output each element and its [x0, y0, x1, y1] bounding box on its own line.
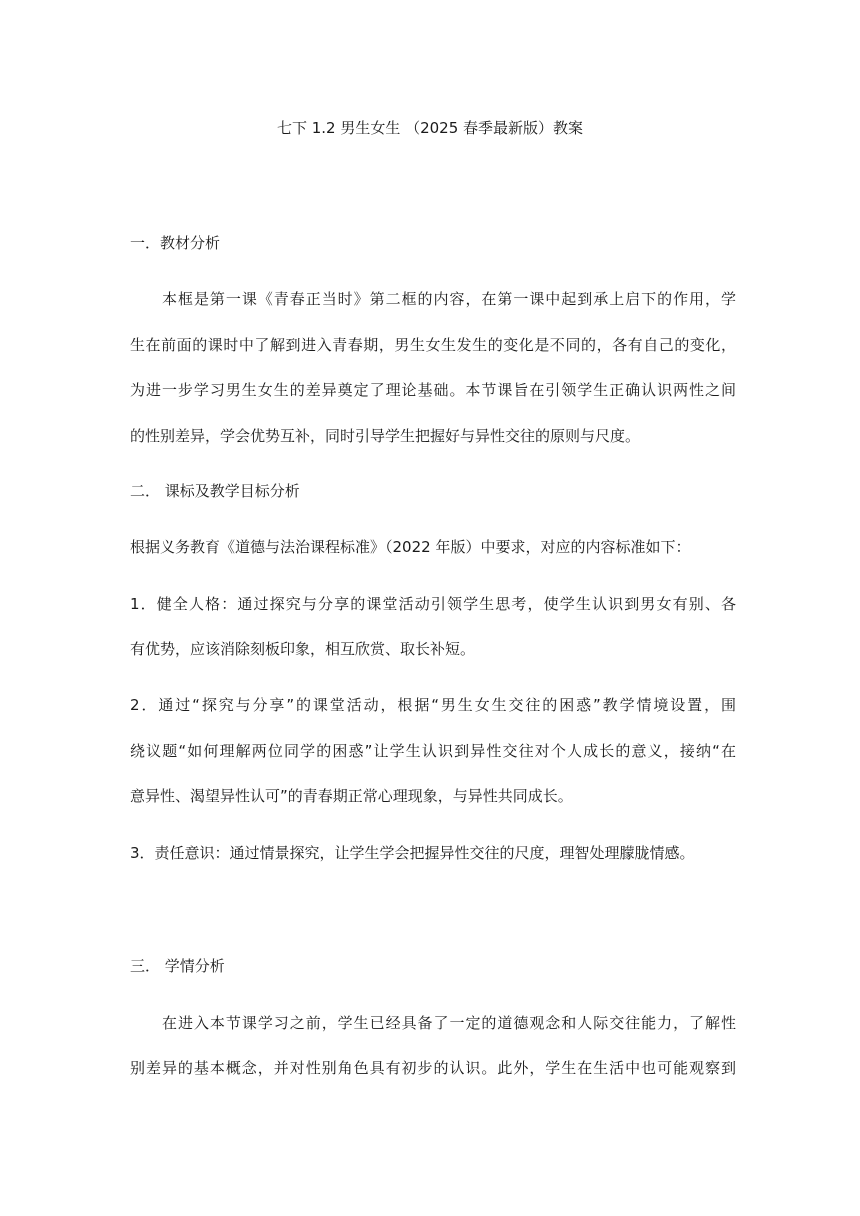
list-item-line: 意异性、渴望异性认可”的青春期正常心理现象，与异性共同成长。	[130, 787, 573, 805]
list-item-line: 1．健全人格：通过探究与分享的课堂活动引领学生思考，使学生认识到男女有别、各	[130, 595, 736, 613]
paragraph-line: 别差异的基本概念，并对性别角色具有初步的认识。此外，学生在生活中也可能观察到	[130, 1059, 736, 1077]
list-item-line: 2．通过“探究与分享”的课堂活动，根据“男生女生交往的困惑”教学情境设置，围	[130, 696, 736, 714]
paragraph-line: 为进一步学习男生女生的差异奠定了理论基础。本节课旨在引领学生正确认识两性之间	[130, 381, 736, 399]
paragraph-line: 的性别差异，学会优势互补，同时引导学生把握好与异性交往的原则与尺度。	[130, 427, 641, 445]
paragraph-line: 根据义务教育《道德与法治课程标准》（2022 年版）中要求，对应的内容标准如下：	[130, 538, 691, 556]
section-heading-curriculum-goals: 二． 课标及教学目标分析	[130, 482, 300, 500]
paragraph-line: 在进入本节课学习之前，学生已经具备了一定的道德观念和人际交往能力，了解性	[162, 1014, 736, 1032]
section-heading-student-analysis: 三． 学情分析	[130, 957, 225, 975]
paragraph-line: 生在前面的课时中了解到进入青春期，男生女生发生的变化是不同的，各有自己的变化，	[130, 336, 736, 354]
list-item-line: 有优势，应该消除刻板印象，相互欣赏、取长补短。	[130, 640, 476, 658]
document-title: 七下 1.2 男生女生 （2025 春季最新版）教案	[276, 119, 584, 137]
list-item-line: 绕议题“如何理解两位同学的困惑”让学生认识到异性交往对个人成长的意义，接纳“在	[130, 742, 736, 760]
section-heading-textbook-analysis: 一．教材分析	[130, 234, 221, 252]
paragraph-line: 本框是第一课《青春正当时》第二框的内容，在第一课中起到承上启下的作用，学	[162, 290, 736, 308]
list-item-line: 3．责任意识：通过情景探究，让学生学会把握异性交往的尺度，理智处理朦胧情感。	[130, 844, 695, 862]
